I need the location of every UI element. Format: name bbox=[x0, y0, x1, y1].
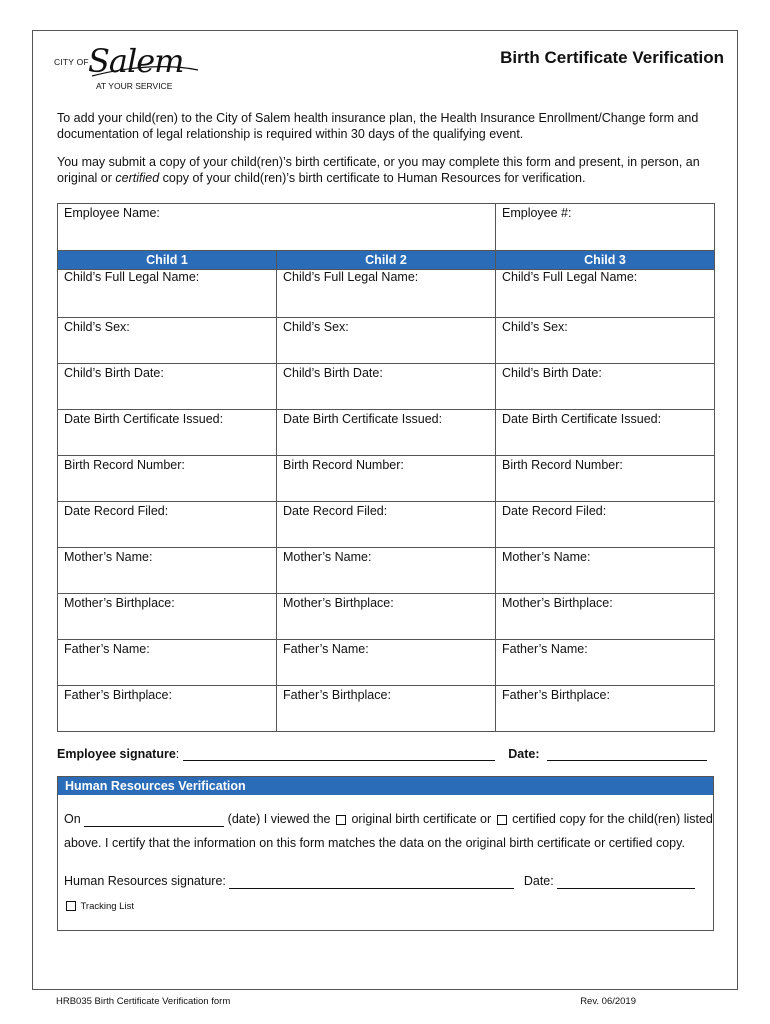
certified-copy-checkbox[interactable] bbox=[497, 815, 507, 825]
child-2-father-birthplace-field[interactable]: Father’s Birthplace: bbox=[277, 686, 496, 732]
child-1-header: Child 1 bbox=[58, 251, 277, 270]
child-3-father-name-field[interactable]: Father’s Name: bbox=[496, 640, 715, 686]
child-3-mother-name-field[interactable]: Mother’s Name: bbox=[496, 548, 715, 594]
employee-signature-line[interactable] bbox=[183, 760, 495, 761]
child-2-father-name-field[interactable]: Father’s Name: bbox=[277, 640, 496, 686]
footer-form-id: HRB035 Birth Certificate Verification form bbox=[56, 996, 231, 1007]
hr-certified-label: certified copy for the child(ren) listed bbox=[512, 812, 713, 826]
child-1-mother-name-field[interactable]: Mother’s Name: bbox=[58, 548, 277, 594]
hr-date-label: Date: bbox=[523, 874, 554, 888]
hr-date-line[interactable] bbox=[557, 888, 695, 889]
child-2-cert-issued-field[interactable]: Date Birth Certificate Issued: bbox=[277, 410, 496, 456]
hr-signature-line[interactable] bbox=[229, 888, 514, 889]
employee-number-field[interactable] bbox=[496, 204, 715, 251]
child-3-birth-date-field[interactable]: Child’s Birth Date: bbox=[496, 364, 715, 410]
intro-paragraph-1: To add your child(ren) to the City of Salem health insurance plan, the Health Insurance Enrollment/Change form and documentation of legal relationship is required within 30 days of the qualifying event. bbox=[57, 111, 699, 141]
footer-revision: Rev. 06/2019 bbox=[580, 996, 636, 1007]
logo-salem: Salem bbox=[88, 42, 184, 80]
intro-p2-certified: certified bbox=[115, 171, 160, 185]
child-2-birth-date-field[interactable]: Child’s Birth Date: bbox=[277, 364, 496, 410]
employee-date-line[interactable] bbox=[547, 760, 707, 761]
page-title: Birth Certificate Verification bbox=[500, 48, 724, 67]
hr-line-2: above. I certify that the information on this form matches the data on the original birth certificate or certified copy. bbox=[64, 836, 685, 850]
child-1-record-number-field[interactable]: Birth Record Number: bbox=[58, 456, 277, 502]
logo-swoosh-icon bbox=[90, 62, 200, 82]
child-3-father-birthplace-field[interactable]: Father’s Birthplace: bbox=[496, 686, 715, 732]
original-certificate-checkbox[interactable] bbox=[336, 815, 346, 825]
hr-verification-title: Human Resources Verification bbox=[58, 777, 713, 795]
child-info-table bbox=[57, 203, 715, 732]
child-2-header: Child 2 bbox=[277, 251, 496, 270]
child-1-full-name-field[interactable]: Child’s Full Legal Name: bbox=[58, 270, 277, 318]
child-1-record-filed-field[interactable]: Date Record Filed: bbox=[58, 502, 277, 548]
employee-signature-label: Employee signature bbox=[57, 747, 176, 761]
hr-signature-label: Human Resources signature: bbox=[64, 874, 226, 888]
child-3-sex-field[interactable]: Child’s Sex: bbox=[496, 318, 715, 364]
tracking-list-label: Tracking List bbox=[80, 901, 134, 912]
child-2-mother-name-field[interactable]: Mother’s Name: bbox=[277, 548, 496, 594]
child-2-record-filed-field[interactable]: Date Record Filed: bbox=[277, 502, 496, 548]
child-2-full-name-field[interactable]: Child’s Full Legal Name: bbox=[277, 270, 496, 318]
city-of-salem-logo bbox=[54, 42, 214, 96]
intro-p2-text-b: copy of your child(ren)’s birth certificate to Human Resources for verification. bbox=[159, 171, 586, 185]
child-3-header: Child 3 bbox=[496, 251, 715, 270]
child-1-cert-issued-field[interactable]: Date Birth Certificate Issued: bbox=[58, 410, 277, 456]
hr-date-viewed-text: (date) I viewed the bbox=[227, 812, 331, 826]
intro-p2-text-a: You may submit a copy of your child(ren)’s birth certificate, or you may complete this form and present, in person, an original or bbox=[57, 155, 700, 185]
hr-line-1 bbox=[64, 811, 713, 827]
intro-paragraph-2 bbox=[57, 154, 717, 186]
child-1-birth-date-field[interactable]: Child’s Birth Date: bbox=[58, 364, 277, 410]
employee-name-label: Employee Name: bbox=[64, 206, 160, 220]
employee-name-field[interactable] bbox=[58, 204, 496, 251]
hr-on-label: On bbox=[64, 812, 81, 826]
child-1-mother-birthplace-field[interactable]: Mother’s Birthplace: bbox=[58, 594, 277, 640]
child-2-mother-birthplace-field[interactable]: Mother’s Birthplace: bbox=[277, 594, 496, 640]
child-2-record-number-field[interactable]: Birth Record Number: bbox=[277, 456, 496, 502]
child-3-record-number-field[interactable]: Birth Record Number: bbox=[496, 456, 715, 502]
child-3-mother-birthplace-field[interactable]: Mother’s Birthplace: bbox=[496, 594, 715, 640]
hr-verification-box bbox=[57, 776, 714, 931]
logo-tagline: AT YOUR SERVICE bbox=[96, 81, 173, 91]
child-3-record-filed-field[interactable]: Date Record Filed: bbox=[496, 502, 715, 548]
hr-signature-row bbox=[64, 873, 695, 889]
child-1-sex-field[interactable]: Child’s Sex: bbox=[58, 318, 277, 364]
logo-city-of: CITY OF bbox=[54, 57, 89, 67]
employee-date-label: Date: bbox=[508, 747, 540, 761]
employee-number-label: Employee #: bbox=[502, 206, 572, 220]
child-2-sex-field[interactable]: Child’s Sex: bbox=[277, 318, 496, 364]
child-1-father-birthplace-field[interactable]: Father’s Birthplace: bbox=[58, 686, 277, 732]
tracking-list-checkbox[interactable] bbox=[66, 901, 76, 911]
child-1-father-name-field[interactable]: Father’s Name: bbox=[58, 640, 277, 686]
hr-date-viewed-line[interactable] bbox=[84, 826, 224, 827]
tracking-list-row bbox=[64, 901, 134, 912]
child-3-cert-issued-field[interactable]: Date Birth Certificate Issued: bbox=[496, 410, 715, 456]
hr-original-label: original birth certificate or bbox=[351, 812, 492, 826]
child-3-full-name-field[interactable]: Child’s Full Legal Name: bbox=[496, 270, 715, 318]
employee-signature-row: Employee signature: Date: bbox=[57, 747, 717, 761]
